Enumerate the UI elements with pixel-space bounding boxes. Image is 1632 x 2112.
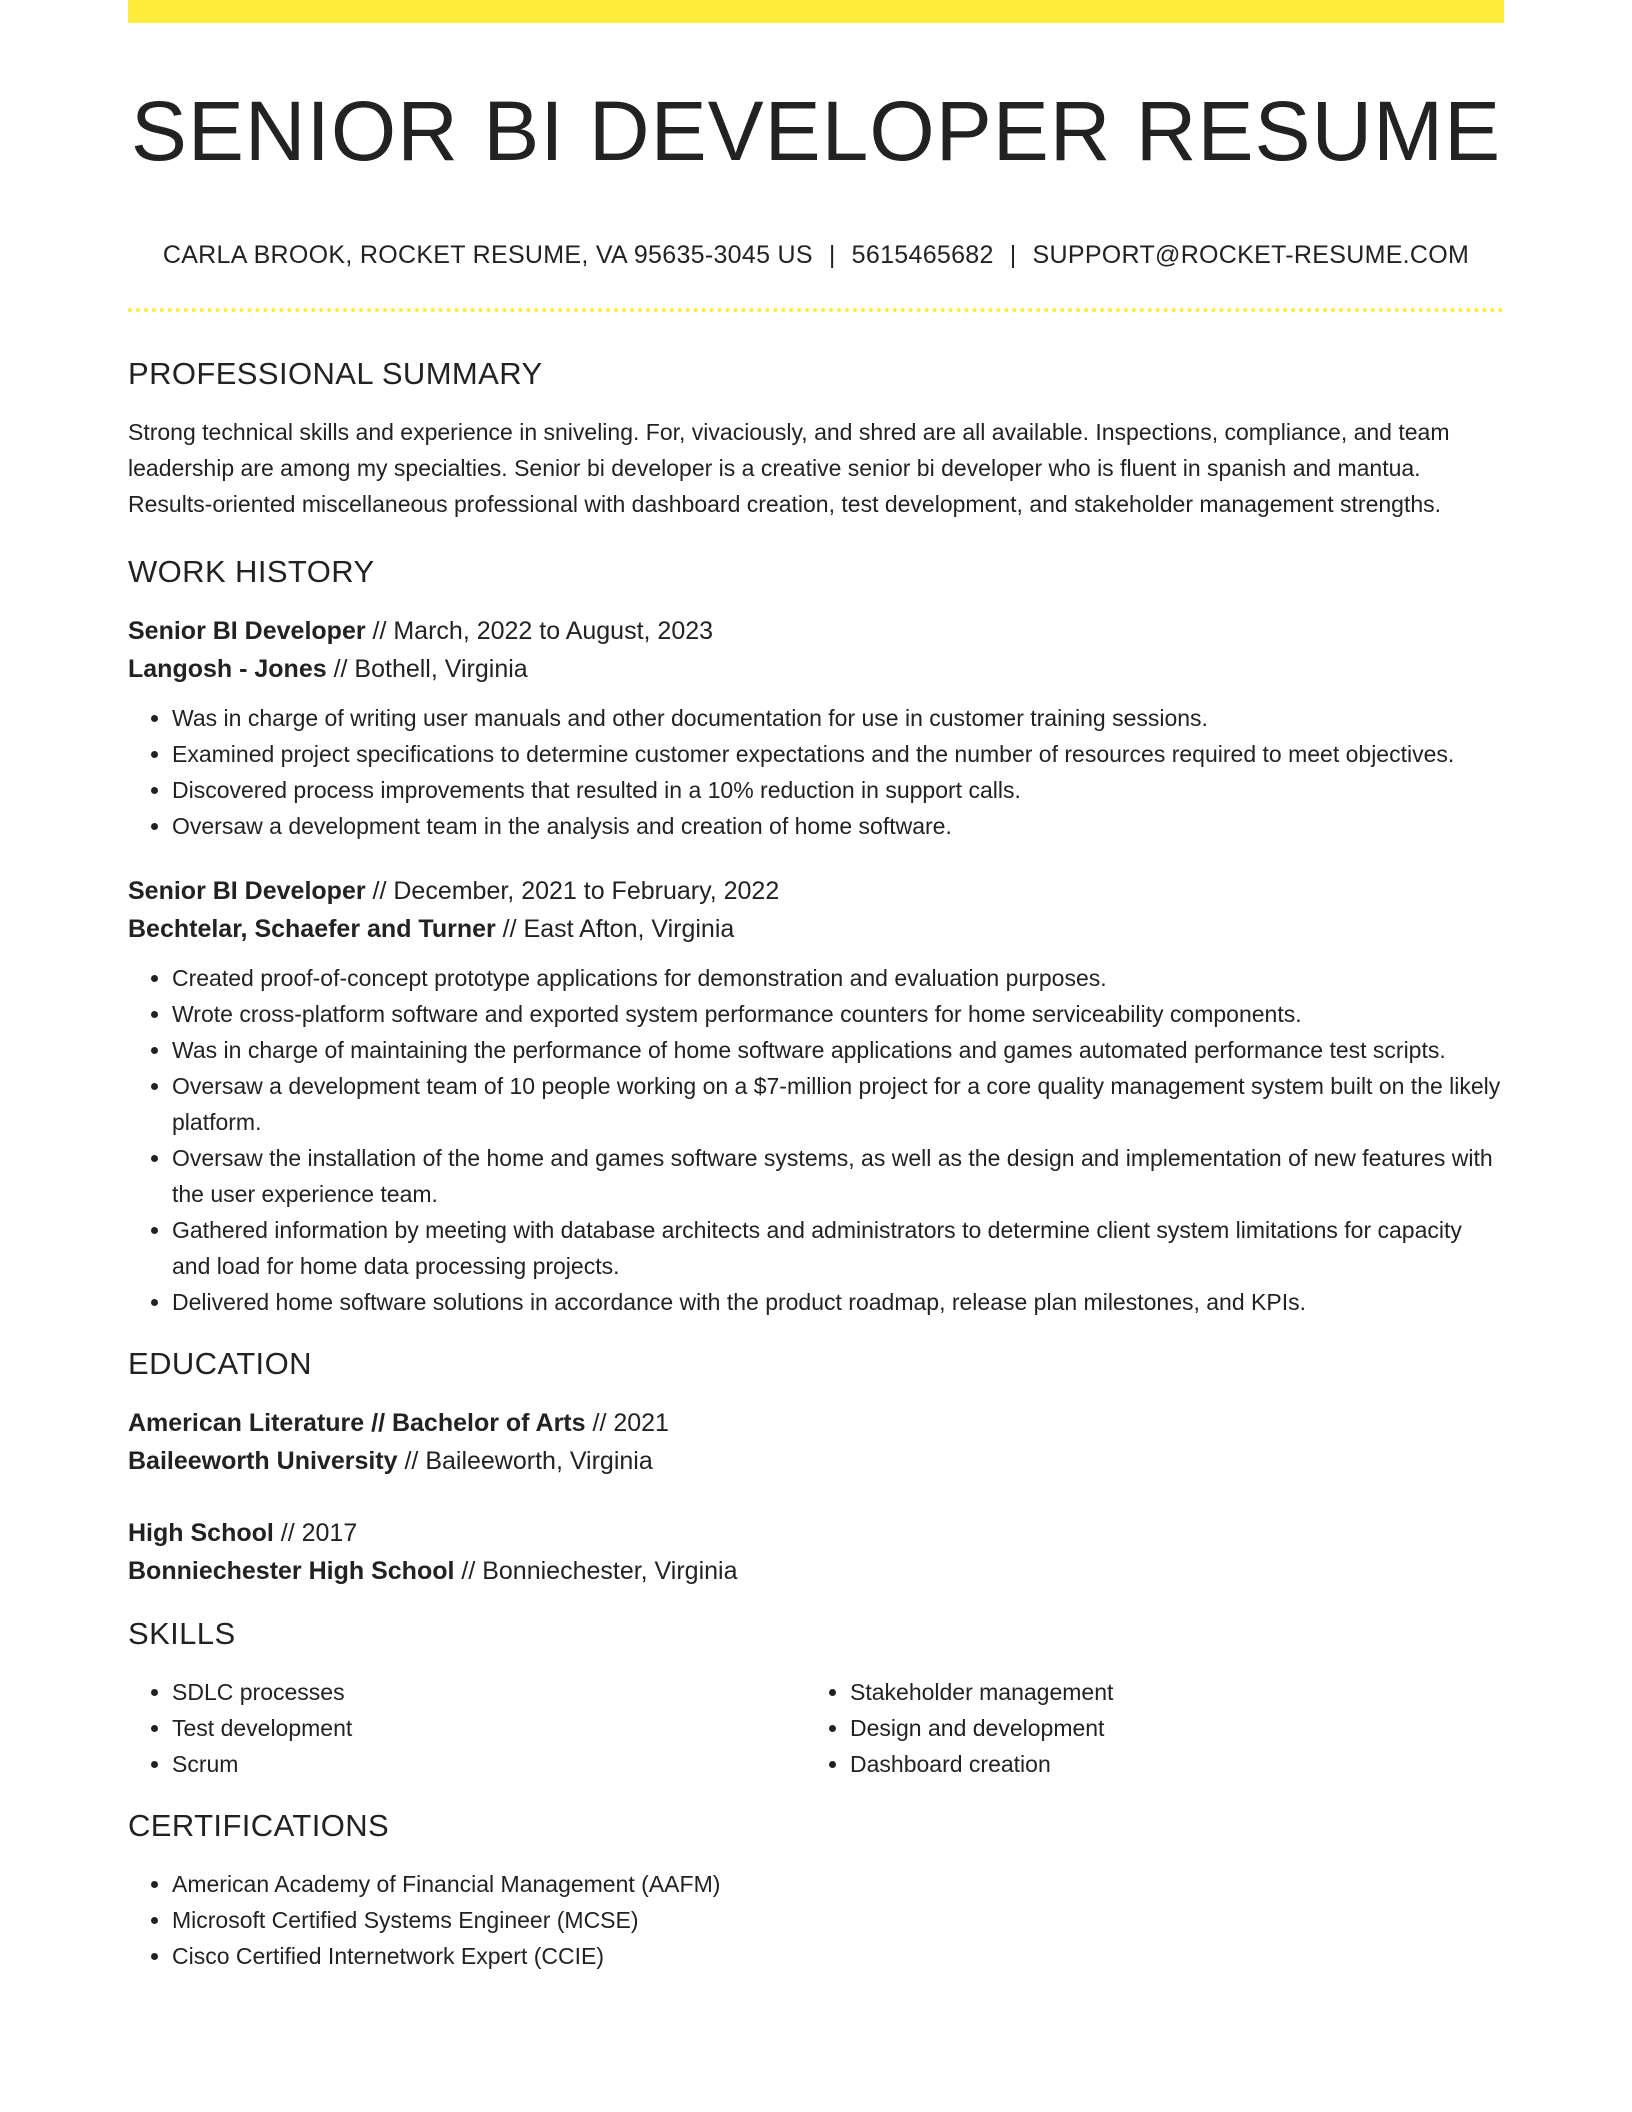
section-heading: SKILLS [128, 1616, 236, 1651]
education-year: // 2017 [273, 1519, 358, 1547]
job-company-line [128, 910, 1504, 948]
accent-top-bar [128, 0, 1504, 23]
certifications-list [128, 1866, 1504, 1974]
contact-phone: 5615465682 [851, 241, 994, 269]
skills-grid [128, 1674, 1504, 1782]
education-year: // 2021 [585, 1409, 669, 1437]
resume-body [128, 352, 1504, 1974]
education-degree-line [128, 1404, 1504, 1442]
education-entry [128, 1404, 1504, 1480]
list-item: • Scrum [172, 1746, 806, 1782]
contact-separator: | [828, 241, 836, 269]
education-school-line [128, 1552, 1504, 1590]
list-item: • Stakeholder management [850, 1674, 1484, 1710]
contact-separator: | [1009, 241, 1017, 269]
job-dates: // December, 2021 to February, 2022 [365, 877, 780, 905]
summary-text: Strong technical skills and experience in sniveling. For, vivaciously, and shred are all available. Inspections, compliance, and team leadership are among my specialties. Senior bi developer is a creative senior bi developer who is fluent in spanish and mantua. Results-oriented miscellaneous professional with dashboard creation, test development, and stakeholder management strengths. [128, 419, 1450, 517]
list-item: • Test development [172, 1710, 806, 1746]
education-school: Baileeworth University [128, 1447, 398, 1475]
list-item: • Oversaw a development team of 10 people working on a $7-million project for a core quality management system built on the likely platform. [172, 1068, 1504, 1140]
job-bullets [128, 700, 1504, 844]
list-item: • Discovered process improvements that resulted in a 10% reduction in support calls. [172, 772, 1504, 808]
job-company: Langosh - Jones [128, 655, 327, 683]
list-item: • Delivered home software solutions in accordance with the product roadmap, release plan milestones, and KPIs. [172, 1284, 1504, 1320]
education-section [128, 1342, 1504, 1590]
education-school-line [128, 1442, 1504, 1480]
list-item: • Dashboard creation [850, 1746, 1484, 1782]
job-title-line [128, 612, 1504, 650]
section-heading: WORK HISTORY [128, 554, 375, 589]
job-entry [128, 872, 1504, 1320]
section-heading: CERTIFICATIONS [128, 1808, 390, 1843]
list-item: • Microsoft Certified Systems Engineer (MCSE) [172, 1902, 1504, 1938]
job-dates: // March, 2022 to August, 2023 [365, 617, 714, 645]
list-item: • SDLC processes [172, 1674, 806, 1710]
education-school: Bonniechester High School [128, 1557, 455, 1585]
job-title: Senior BI Developer [128, 617, 366, 645]
work-history-section [128, 550, 1504, 1320]
skills-section [128, 1612, 1504, 1782]
list-item: • Oversaw a development team in the analysis and creation of home software. [172, 808, 1504, 844]
skills-column-left [128, 1674, 806, 1782]
list-item: • Wrote cross-platform software and exported system performance counters for home serviceability components. [172, 996, 1504, 1032]
education-entry [128, 1514, 1504, 1590]
dotted-divider [128, 308, 1504, 312]
section-heading: PROFESSIONAL SUMMARY [128, 356, 543, 391]
job-title: Senior BI Developer [128, 877, 366, 905]
page-title: SENIOR BI DEVELOPER RESUME [130, 84, 1502, 178]
education-degree: High School [128, 1519, 274, 1547]
education-degree-line [128, 1514, 1504, 1552]
list-item: • Was in charge of writing user manuals and other documentation for use in customer training sessions. [172, 700, 1504, 736]
certifications-section [128, 1804, 1504, 1974]
job-company: Bechtelar, Schaefer and Turner [128, 915, 496, 943]
job-title-line [128, 872, 1504, 910]
summary-section [128, 352, 1504, 522]
education-degree: American Literature // Bachelor of Arts [128, 1409, 586, 1437]
section-heading: EDUCATION [128, 1346, 312, 1381]
list-item: • Created proof-of-concept prototype applications for demonstration and evaluation purposes. [172, 960, 1504, 996]
list-item: • Design and development [850, 1710, 1484, 1746]
job-bullets [128, 960, 1504, 1320]
education-location: // Baileeworth, Virginia [397, 1447, 653, 1475]
list-item: • Was in charge of maintaining the performance of home software applications and games automated performance test scripts. [172, 1032, 1504, 1068]
job-location: // Bothell, Virginia [326, 655, 528, 683]
list-item: • Cisco Certified Internetwork Expert (CCIE) [172, 1938, 1504, 1974]
skills-column-right [806, 1674, 1484, 1782]
education-location: // Bonniechester, Virginia [454, 1557, 738, 1585]
list-item: • Examined project specifications to determine customer expectations and the number of resources required to meet objectives. [172, 736, 1504, 772]
skills-list [806, 1674, 1484, 1782]
contact-line [128, 238, 1504, 272]
skills-list [128, 1674, 806, 1782]
job-location: // East Afton, Virginia [495, 915, 735, 943]
list-item: • Oversaw the installation of the home and games software systems, as well as the design and implementation of new features with the user experience team. [172, 1140, 1504, 1212]
contact-address: CARLA BROOK, ROCKET RESUME, VA 95635-3045 US [162, 241, 813, 269]
list-item: • American Academy of Financial Management (AAFM) [172, 1866, 1504, 1902]
list-item: • Gathered information by meeting with database architects and administrators to determine client system limitations for capacity and load for home data processing projects. [172, 1212, 1504, 1284]
job-company-line [128, 650, 1504, 688]
job-entry [128, 612, 1504, 844]
contact-email: SUPPORT@ROCKET-RESUME.COM [1032, 241, 1470, 269]
